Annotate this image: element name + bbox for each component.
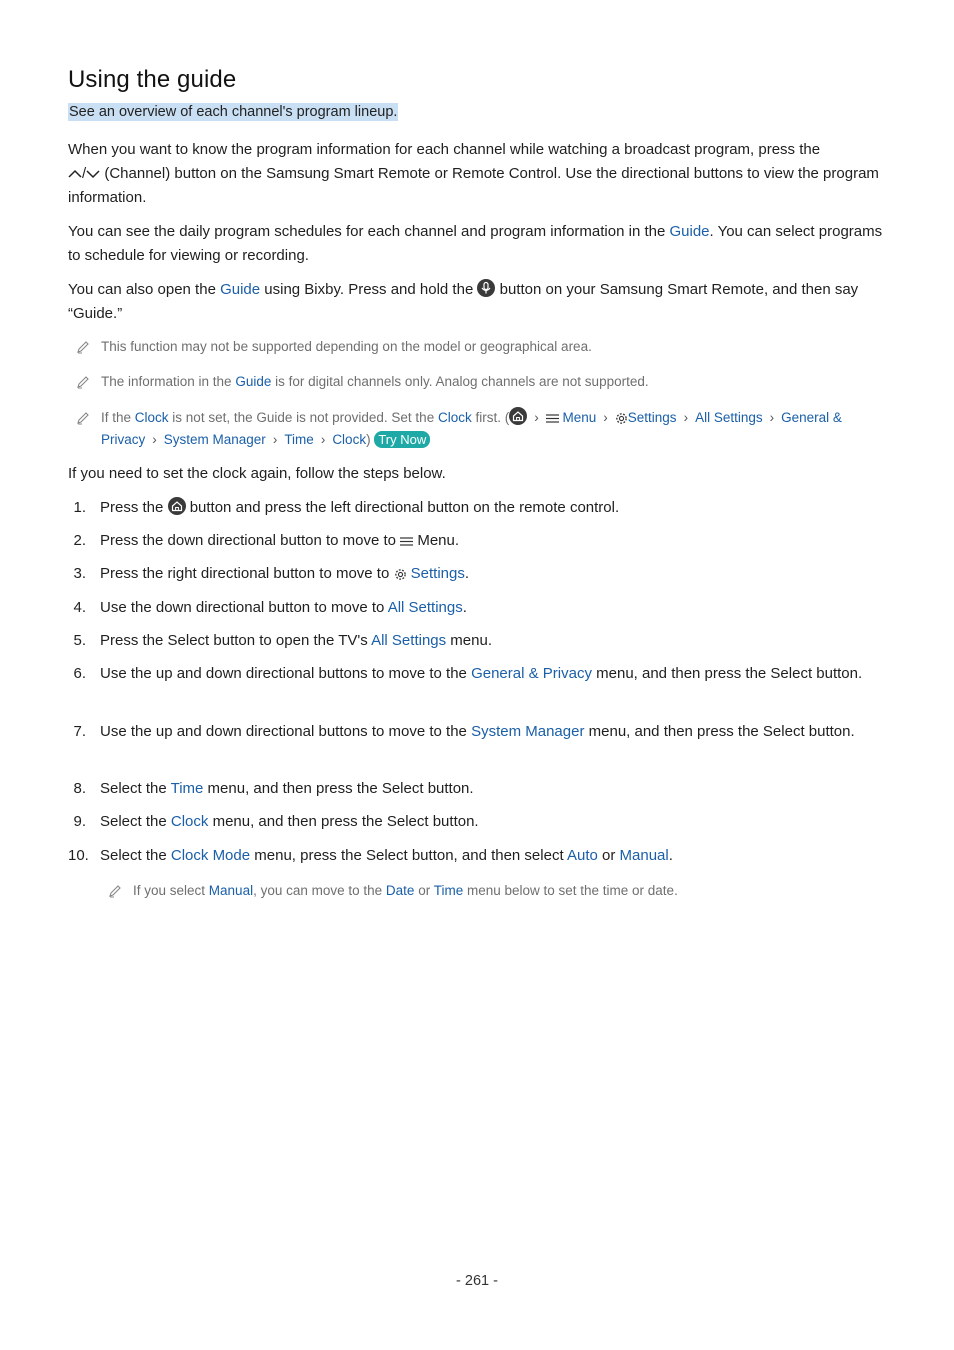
- step-5-text-a: Press the Select button to open the TV's: [100, 632, 372, 649]
- settings-gear-icon: [394, 568, 407, 581]
- general-privacy-link[interactable]: General & Privacy: [471, 665, 592, 682]
- date-link[interactable]: Date: [385, 883, 415, 898]
- p1-text-b: (Channel) button on the Samsung Smart Remote or Remote Control. Use the directional buttons to view the program information.: [68, 165, 879, 206]
- step-4-text-a: Use the down directional button to move to: [100, 599, 388, 616]
- microphone-icon: [477, 279, 495, 297]
- channel-up-icon: [68, 169, 82, 179]
- step-9-text-b: menu, and then press the Select button.: [208, 813, 479, 830]
- step-number: 8.: [73, 780, 86, 797]
- step-2-text-a: Press the down directional button to move to: [100, 532, 401, 549]
- note-3: [76, 407, 888, 451]
- step-10-text-a: Select the: [100, 847, 171, 864]
- pencil-icon: [76, 375, 90, 389]
- intro-paragraph-2: [68, 220, 888, 268]
- note-3-close-paren: ): [366, 432, 371, 447]
- p1-text-a: When you want to know the program information for each channel while watching a broadcast program, press the: [68, 141, 821, 158]
- page-number: - 261 -: [456, 1273, 498, 1289]
- guide-link-2[interactable]: Guide: [220, 281, 261, 298]
- path-clock[interactable]: Clock: [332, 432, 367, 447]
- intro-paragraph-1: When you want to know the program information for each channel while watching a broadcast program, press the / (Channel) button on the Samsung Smart Remote or Remote Control. Use the directional buttons to view the program information.: [68, 141, 879, 206]
- step-number: 4.: [73, 599, 86, 616]
- subnote-text-b: , you can move to the: [253, 883, 386, 898]
- clock-link[interactable]: Clock: [134, 410, 169, 425]
- note-3-text-b: is not set, the Guide is not provided. Set the: [168, 410, 438, 425]
- intro-paragraph-3: [68, 278, 888, 326]
- step-1-text-b: button and press the left directional button on the remote control.: [185, 499, 620, 516]
- note-3-text-a: If the: [101, 410, 135, 425]
- manual-link[interactable]: Manual: [619, 847, 669, 864]
- step-7-text-b: menu, and then press the Select button.: [584, 723, 855, 740]
- chevron-right-icon: ›: [152, 432, 157, 447]
- home-icon: [168, 497, 186, 515]
- menu-icon: [546, 413, 559, 424]
- page-subtitle: See an overview of each channel's program lineup.: [69, 104, 398, 120]
- path-general-privacy[interactable]: General & Privacy: [101, 410, 842, 447]
- p3-text-b: using Bixby. Press and hold the: [260, 281, 478, 298]
- p2-text-a: You can see the daily program schedules for each channel and program information in the: [68, 223, 670, 240]
- clock-link-3[interactable]: Clock: [170, 813, 209, 830]
- step-7-text-a: Use the up and down directional buttons to move to the: [100, 723, 472, 740]
- step-4: [68, 596, 888, 620]
- step-1-text-a: Press the: [100, 499, 168, 516]
- note-1-text: This function may not be supported depending on the model or geographical area.: [101, 339, 592, 354]
- step-5-text-b: menu.: [446, 632, 492, 649]
- step-10: [68, 844, 888, 868]
- chevron-right-icon: ›: [769, 410, 775, 425]
- step-10-text-c: or: [597, 847, 620, 864]
- step-10-text-d: .: [668, 847, 673, 864]
- path-menu[interactable]: Menu: [562, 410, 597, 425]
- step-number: 9.: [73, 813, 86, 830]
- clock-mode-link[interactable]: Clock Mode: [170, 847, 251, 864]
- path-settings[interactable]: Settings: [627, 410, 677, 425]
- step-5: [68, 629, 888, 653]
- all-settings-link[interactable]: All Settings: [387, 599, 463, 616]
- step-number: 1.: [73, 499, 86, 516]
- path-system-manager[interactable]: System Manager: [163, 432, 266, 447]
- manual-link-2[interactable]: Manual: [208, 883, 254, 898]
- step-9-text-a: Select the: [100, 813, 171, 830]
- step-number: 7.: [73, 723, 86, 740]
- path-time[interactable]: Time: [284, 432, 314, 447]
- step-number: 2.: [73, 532, 86, 549]
- step-number: 5.: [73, 632, 86, 649]
- step-2-text-b: Menu.: [413, 532, 460, 549]
- pencil-icon: [76, 411, 90, 425]
- chevron-right-icon: ›: [603, 410, 608, 425]
- step-1: [68, 496, 888, 520]
- pencil-icon: [76, 340, 90, 354]
- guide-link[interactable]: Guide: [669, 223, 710, 240]
- step-3-text-b: .: [464, 565, 470, 582]
- page-title: Using the guide: [68, 66, 237, 93]
- settings-link[interactable]: Settings: [410, 565, 465, 582]
- p3-text-a: You can also open the: [68, 281, 221, 298]
- time-link[interactable]: Time: [170, 780, 204, 797]
- home-icon: [509, 407, 527, 425]
- step-6: [68, 662, 888, 686]
- subnote-text-a: If you select: [133, 883, 209, 898]
- note-2-text-b: is for digital channels only. Analog channels are not supported.: [271, 374, 649, 389]
- step-8-text-b: menu, and then press the Select button.: [203, 780, 474, 797]
- subnote-text-c: or: [414, 883, 434, 898]
- step-6-text-a: Use the up and down directional buttons to move to the: [100, 665, 472, 682]
- auto-link[interactable]: Auto: [566, 847, 598, 864]
- chevron-right-icon: ›: [683, 410, 689, 425]
- menu-icon: [400, 536, 413, 547]
- guide-link-3[interactable]: Guide: [235, 374, 272, 389]
- note-2: [76, 371, 888, 393]
- step-6-text-b: menu, and then press the Select button.: [591, 665, 863, 682]
- time-link-2[interactable]: Time: [433, 883, 464, 898]
- chevron-right-icon: ›: [320, 432, 326, 447]
- p2-text-b: . You can select programs to schedule for viewing or recording.: [68, 223, 883, 264]
- settings-gear-icon: [615, 412, 628, 425]
- step-number: 6.: [73, 665, 86, 682]
- step-number: 3.: [73, 565, 86, 582]
- note-2-text-a: The information in the: [101, 374, 236, 389]
- step-4-text-b: .: [462, 599, 467, 616]
- system-manager-link[interactable]: System Manager: [471, 723, 585, 740]
- subnote-text-d: menu below to set the time or date.: [463, 883, 678, 898]
- step-3-text-a: Press the right directional button to move to: [100, 565, 394, 582]
- step-7: [68, 720, 888, 744]
- try-now-button[interactable]: Try Now: [374, 431, 430, 448]
- step-2: [68, 529, 888, 553]
- step-8-text-a: Select the: [100, 780, 171, 797]
- step-10-subnote: [108, 880, 888, 902]
- step-8: [68, 777, 888, 801]
- chevron-right-icon: ›: [272, 432, 278, 447]
- clock-link-2[interactable]: Clock: [437, 410, 472, 425]
- path-all-settings[interactable]: All Settings: [695, 410, 763, 425]
- all-settings-link-2[interactable]: All Settings: [371, 632, 447, 649]
- note-3-text-c: first. (: [471, 410, 510, 425]
- step-9: [68, 810, 888, 834]
- note-1: [76, 336, 888, 358]
- steps-intro: If you need to set the clock again, follow the steps below.: [68, 465, 446, 482]
- step-number: 10.: [68, 847, 89, 864]
- p3-text-c: button on your Samsung Smart Remote, and then say “Guide.”: [68, 281, 859, 322]
- pencil-icon: [108, 884, 122, 898]
- channel-down-icon: [86, 169, 100, 179]
- chevron-right-icon: ›: [534, 410, 539, 425]
- step-10-text-b: menu, press the Select button, and then select: [250, 847, 567, 864]
- step-3: [68, 562, 888, 586]
